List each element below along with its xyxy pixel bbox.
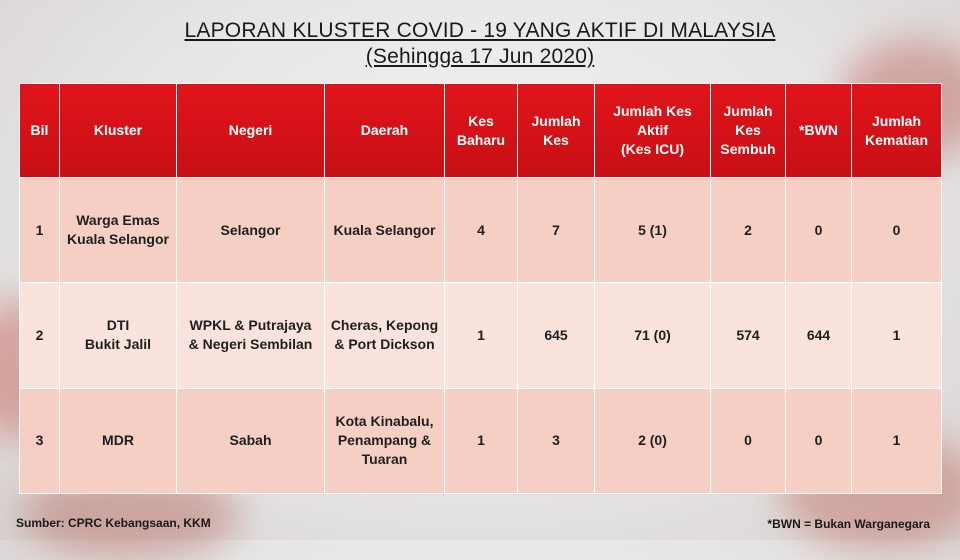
cell-text-line: DTI: [106, 317, 130, 334]
cell-kes-baharu: [445, 388, 518, 493]
cell-kes-baharu: [445, 178, 518, 283]
cell-text-line: Bukit Jalil: [84, 336, 152, 353]
cell-text-line: 574: [736, 326, 760, 343]
cell-text-line: 1: [892, 326, 901, 343]
cell-text-line: 0: [814, 221, 823, 238]
header-jumlah-kes: [518, 84, 595, 178]
cell-text-line: Kes: [468, 112, 494, 129]
cell-text-line: Daerah: [360, 122, 409, 138]
cell-text-line: Kes: [735, 122, 761, 138]
cell-jumlah-kes: [518, 178, 595, 283]
table-row: [20, 178, 942, 283]
cell-text-line: 645: [544, 326, 568, 343]
header-negeri: [177, 84, 325, 178]
header-bil: [20, 84, 60, 178]
cell-text-line: Warga Emas: [76, 212, 160, 229]
cell-text-line: Baharu: [456, 131, 506, 148]
cell-bwn: [786, 283, 852, 388]
table-row: [20, 388, 942, 493]
cell-bwn: [786, 388, 852, 493]
cell-text-line: WPKL & Putrajaya: [189, 317, 312, 334]
cell-kes-aktif: [595, 178, 711, 283]
header-kes-baharu: [445, 84, 518, 178]
cell-bwn: [786, 178, 852, 283]
cell-text-line: Jumlah: [531, 112, 581, 129]
cell-text-line: Negeri: [228, 122, 273, 138]
cell-text-line: Selangor: [220, 221, 281, 238]
cell-text-line: Kluster: [93, 122, 143, 138]
cell-daerah: [325, 388, 445, 493]
cell-text-line: Jumlah: [871, 112, 921, 129]
cell-text-line: 0: [814, 432, 823, 449]
bwn-legend: *BWN = Bukan Warganegara: [767, 517, 930, 531]
cell-kematian: [852, 178, 942, 283]
cell-text-line: Sabah: [229, 432, 272, 449]
cell-kes-aktif: [595, 283, 711, 388]
header-daerah: [325, 84, 445, 178]
cell-bil: [20, 388, 60, 493]
cell-kes-sembuh: [711, 388, 786, 493]
header-kematian: [852, 84, 942, 178]
cell-kematian: [852, 388, 942, 493]
cell-text-line: & Negeri Sembilan: [188, 336, 313, 353]
cell-text-line: 2: [35, 326, 44, 343]
cluster-table: [19, 83, 942, 494]
cell-text-line: (Kes ICU): [620, 141, 684, 157]
cell-daerah: [325, 283, 445, 388]
cell-text-line: 5 (1): [638, 221, 667, 238]
cell-text-line: MDR: [102, 432, 134, 449]
cell-text-line: Kuala Selangor: [67, 231, 169, 248]
cell-text-line: 3: [35, 432, 44, 449]
cell-text-line: Kuala Selangor: [333, 221, 436, 238]
cell-text-line: Kes: [543, 131, 569, 148]
cell-kluster: [60, 388, 177, 493]
cell-kes-sembuh: [711, 178, 786, 283]
cell-text-line: 1: [477, 326, 485, 343]
cell-kluster: [60, 178, 177, 283]
cell-text-line: 4: [477, 221, 485, 238]
cell-negeri: [177, 388, 325, 493]
cell-text-line: 3: [552, 432, 560, 449]
cell-text-line: 1: [892, 432, 901, 449]
cell-text-line: 1: [35, 221, 44, 238]
cell-text-line: *BWN: [799, 122, 838, 138]
cell-kes-aktif: [595, 388, 711, 493]
source-note: Sumber: CPRC Kebangsaan, KKM: [16, 516, 211, 530]
cell-text-line: 2: [744, 221, 752, 238]
cell-text-line: Kota Kinabalu,: [335, 413, 434, 430]
cell-text-line: & Port Dickson: [334, 336, 435, 353]
cell-text-line: 644: [806, 326, 831, 343]
cell-text-line: Bil: [30, 122, 49, 138]
header-bwn: [786, 84, 852, 178]
cell-text-line: Tuaran: [361, 451, 408, 468]
header-kes-sembuh: [711, 84, 786, 178]
title-date: (Sehingga 17 Jun 2020): [365, 45, 595, 68]
cell-text-line: 7: [552, 221, 560, 238]
header-kluster: [60, 84, 177, 178]
cell-negeri: [177, 178, 325, 283]
cell-text-line: 2 (0): [638, 432, 667, 449]
title-main: LAPORAN KLUSTER COVID - 19 YANG AKTIF DI MALAYSIA: [184, 19, 776, 42]
cell-kematian: [852, 283, 942, 388]
cell-bil: [20, 283, 60, 388]
cell-text-line: 0: [744, 432, 752, 449]
header-kes-aktif: [595, 84, 711, 178]
cell-kes-baharu: [445, 283, 518, 388]
cell-text-line: Jumlah: [723, 103, 773, 119]
cell-text-line: Sembuh: [720, 141, 776, 157]
cell-text-line: Kematian: [864, 131, 929, 148]
table-header-row: [20, 84, 942, 178]
cell-text-line: 0: [892, 221, 901, 238]
cell-text-line: 71 (0): [634, 326, 671, 343]
cell-text-line: Cheras, Kepong: [330, 317, 439, 334]
cell-jumlah-kes: [518, 283, 595, 388]
table-row: [20, 283, 942, 388]
cell-negeri: [177, 283, 325, 388]
cell-kes-sembuh: [711, 283, 786, 388]
cell-text-line: 1: [477, 432, 485, 449]
cell-text-line: Aktif: [636, 122, 669, 138]
cell-text-line: Penampang &: [337, 432, 432, 449]
cell-bil: [20, 178, 60, 283]
cell-kluster: [60, 283, 177, 388]
cell-jumlah-kes: [518, 388, 595, 493]
cell-daerah: [325, 178, 445, 283]
cell-text-line: Jumlah Kes: [613, 103, 692, 119]
report-title: [0, 18, 960, 70]
